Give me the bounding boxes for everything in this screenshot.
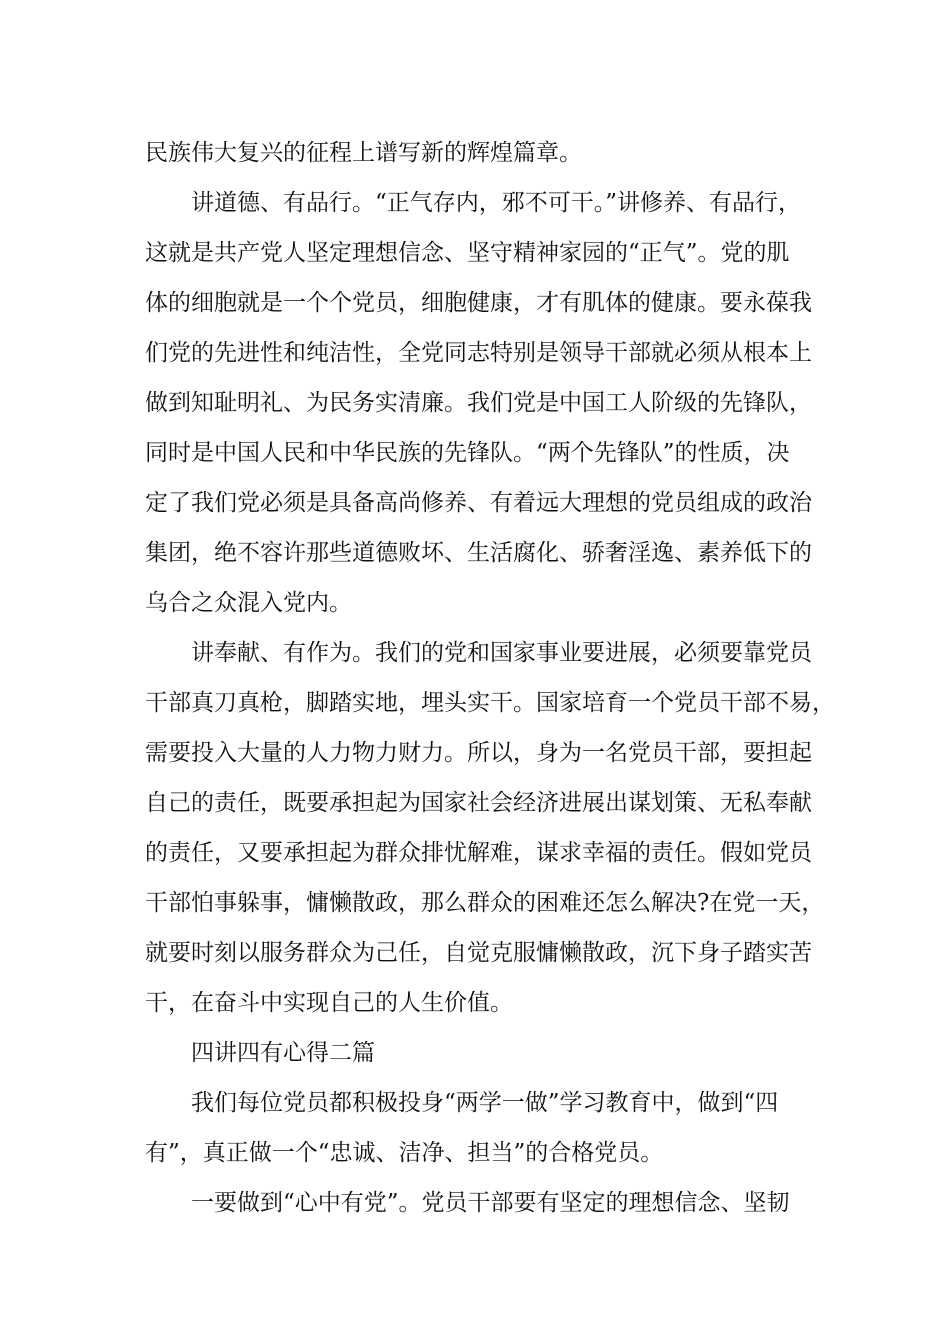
- text-line: 同时是中国人民和中华民族的先锋队。“两个先锋队”的性质，决: [145, 440, 790, 466]
- text-line: 有”，真正做一个“忠诚、洁净、担当”的合格党员。: [145, 1140, 664, 1166]
- text-line: 们党的先进性和纯洁性，全党同志特别是领导干部就必须从根本上: [145, 340, 812, 366]
- text-line: 干部怕事躲事，慵懒散政，那么群众的困难还怎么解决?在党一天，: [145, 890, 825, 916]
- text-line: 定了我们党必须是具备高尚修养、有着远大理想的党员组成的政治: [145, 490, 812, 516]
- paragraph-start-line: 一要做到“心中有党”。党员干部要有坚定的理想信念、坚韧: [191, 1190, 790, 1216]
- text-line: 自己的责任，既要承担起为国家社会经济进展出谋划策、无私奉献: [145, 790, 812, 816]
- paragraph-start-line: 讲奉献、有作为。我们的党和国家事业要进展，必须要靠党员: [191, 640, 812, 666]
- body-text: [145, 128, 835, 1228]
- section-heading: 四讲四有心得二篇: [191, 1040, 375, 1066]
- paragraph-start-line: 讲道德、有品行。“正气存内，邪不可干。”讲修养、有品行，: [191, 190, 802, 216]
- text-line: 这就是共产党人坚定理想信念、坚守精神家园的“正气”。党的肌: [145, 240, 790, 266]
- text-line: 干，在奋斗中实现自己的人生价值。: [145, 990, 513, 1016]
- text-line: 做到知耻明礼、为民务实清廉。我们党是中国工人阶级的先锋队，: [145, 390, 812, 416]
- text-line: 集团，绝不容许那些道德败坏、生活腐化、骄奢淫逸、素养低下的: [145, 540, 812, 566]
- text-line: 需要投入大量的人力物力财力。所以，身为一名党员干部，要担起: [145, 740, 812, 766]
- text-line: 乌合之众混入党内。: [145, 590, 352, 616]
- paragraph-start-line: 我们每位党员都积极投身“两学一做”学习教育中，做到“四: [191, 1090, 779, 1116]
- text-line: 就要时刻以服务群众为己任，自觉克服慵懒散政，沉下身子踏实苦: [145, 940, 812, 966]
- text-line: 干部真刀真枪，脚踏实地，埋头实干。国家培育一个党员干部不易，: [145, 690, 835, 716]
- text-line: 体的细胞就是一个个党员，细胞健康，才有肌体的健康。要永葆我: [145, 290, 812, 316]
- text-line: 民族伟大复兴的征程上谱写新的辉煌篇章。: [145, 140, 582, 166]
- text-line: 的责任，又要承担起为群众排忧解难，谋求幸福的责任。假如党员: [145, 840, 812, 866]
